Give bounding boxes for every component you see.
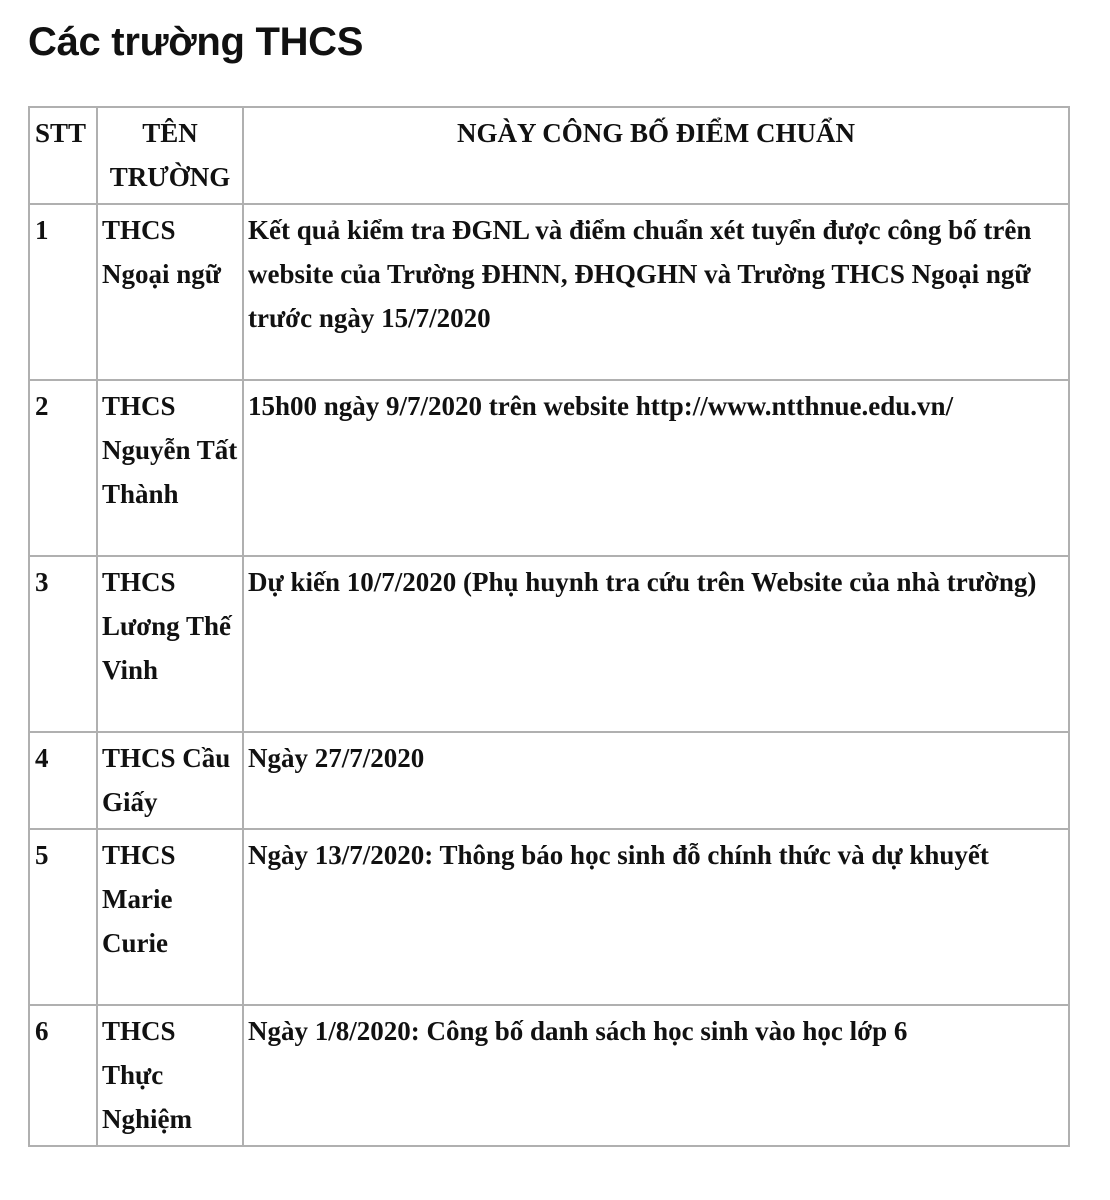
schools-table: [28, 106, 1070, 1147]
header-announcement-date: NGÀY CÔNG BỐ ĐIỂM CHUẨN: [243, 107, 1069, 204]
row-school-name: THCS Nguyễn Tất Thành: [97, 380, 243, 556]
page-title: Các trường THCS: [28, 20, 364, 64]
row-announcement: Dự kiến 10/7/2020 (Phụ huynh tra cứu trên Website của nhà trường): [243, 556, 1069, 732]
row-announcement: Ngày 13/7/2020: Thông báo học sinh đỗ chính thức và dự khuyết: [243, 829, 1069, 1005]
row-stt: 5: [29, 829, 97, 1005]
row-stt: 2: [29, 380, 97, 556]
row-school-name: THCS Ngoại ngữ: [97, 204, 243, 380]
row-school-name: THCS Lương Thế Vinh: [97, 556, 243, 732]
row-announcement: Ngày 27/7/2020: [243, 732, 1069, 829]
table-row: [29, 204, 1069, 380]
row-stt: 6: [29, 1005, 97, 1146]
row-stt: 4: [29, 732, 97, 829]
table-header-row: [29, 107, 1069, 204]
row-school-name: THCS Thực Nghiệm: [97, 1005, 243, 1146]
row-announcement: 15h00 ngày 9/7/2020 trên website http://www.ntthnue.edu.vn/: [243, 380, 1069, 556]
table-row: [29, 1005, 1069, 1146]
row-announcement: Kết quả kiểm tra ĐGNL và điểm chuẩn xét tuyển được công bố trên website của Trường ĐHNN, ĐHQGHN và Trường THCS Ngoại ngữ trước ngày 15/7/2020: [243, 204, 1069, 380]
row-stt: 3: [29, 556, 97, 732]
table-row: [29, 556, 1069, 732]
row-stt: 1: [29, 204, 97, 380]
header-stt: STT: [29, 107, 97, 204]
row-school-name: THCS Marie Curie: [97, 829, 243, 1005]
table-row: [29, 732, 1069, 829]
table-row: [29, 380, 1069, 556]
table-row: [29, 829, 1069, 1005]
row-school-name: THCS Cầu Giấy: [97, 732, 243, 829]
header-school-name: TÊN TRƯỜNG: [97, 107, 243, 204]
row-announcement: Ngày 1/8/2020: Công bố danh sách học sinh vào học lớp 6: [243, 1005, 1069, 1146]
